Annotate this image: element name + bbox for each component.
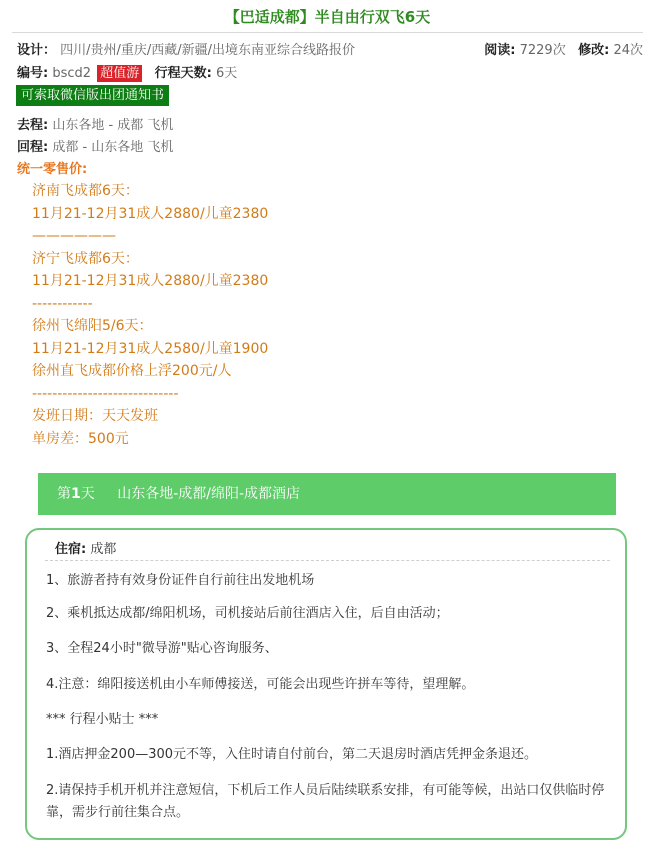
design-value[interactable]: 四川/贵州/重庆/西藏/新疆/出境东南亚综合线路报价 <box>60 43 356 58</box>
day-number <box>57 486 95 502</box>
accommodation <box>55 538 116 557</box>
day-suffix: 天 <box>80 486 95 502</box>
accommodation-value: 成都 <box>90 542 117 557</box>
return-row <box>17 136 643 155</box>
price-list <box>32 180 268 450</box>
price-line: 11月21-12月31成人2880/儿童2380 <box>32 205 269 222</box>
code-label: 编号: <box>17 66 49 81</box>
single-room-supplement: 单房差：500元 <box>32 430 129 447</box>
design-row <box>17 39 643 58</box>
title-text: 半自由行双飞6天 <box>314 8 431 26</box>
price-separator: —————— <box>32 228 116 244</box>
return-label: 回程: <box>17 140 49 155</box>
tip-item: 1.酒店押金200—300元不等，入住时请自付前台，第二天退房时酒店凭押金条退还。 <box>46 747 538 762</box>
day-route: 山东各地-成都/绵阳-成都酒店 <box>117 486 301 502</box>
modify-count: 24次 <box>613 43 643 58</box>
tip-item: 2.请保持手机开机并注意短信，下机后工作人员后陆续联系安排，有可能等候，出站口仅供临时停靠，需步行前往集合点。 <box>46 783 605 820</box>
itinerary-item: 2、乘机抵达成都/绵阳机场，司机接站后前往酒店入住，后自由活动； <box>46 606 449 621</box>
code-value: bscd2 <box>52 66 92 81</box>
price-line: 11月21-12月31成人2580/儿童1900 <box>32 340 269 357</box>
title-tag: 巴适成都 <box>239 8 300 26</box>
return-value: 成都 - 山东各地 飞机 <box>52 140 174 155</box>
title-bracket-close: 】 <box>299 8 315 26</box>
price-separator: ----------------------------- <box>32 385 179 402</box>
outbound-label: 去程: <box>17 118 49 133</box>
price-separator: ------------ <box>32 295 93 312</box>
outbound-row <box>17 114 643 133</box>
day-header <box>38 473 616 515</box>
modify-label: 修改: <box>578 43 610 58</box>
title-bracket-open: 【 <box>224 8 240 26</box>
read-label: 阅读: <box>484 43 516 58</box>
outbound-value: 山东各地 - 成都 飞机 <box>52 118 174 133</box>
days-label: 行程天数: <box>154 66 212 81</box>
design-label: 设计： <box>17 43 57 58</box>
stats <box>484 39 643 58</box>
price-line: 济宁飞成都6天： <box>32 250 139 267</box>
price-line: 11月21-12月31成人2880/儿童2380 <box>32 273 269 289</box>
day-index: 1 <box>71 486 81 502</box>
price-line: 济南飞成都6天： <box>32 183 139 199</box>
title-divider <box>12 32 643 33</box>
retail-price-label: 统一零售价: <box>17 162 88 177</box>
day-prefix: 第 <box>57 486 71 502</box>
code-row <box>17 62 643 81</box>
page-title <box>0 6 655 27</box>
tips-heading: *** 行程小贴士 *** <box>46 712 159 727</box>
price-line: 徐州飞绵阳5/6天： <box>32 318 153 334</box>
read-count: 7229次 <box>519 43 566 58</box>
itinerary-item: 1、旅游者持有效身份证件自行前往出发地机场 <box>46 573 315 588</box>
accommodation-label: 住宿: <box>55 542 87 557</box>
days-value: 6天 <box>215 66 238 81</box>
itinerary-item: 4.注意：绵阳接送机由小车师傅接送，可能会出现些许拼车等待，望理解。 <box>46 677 475 692</box>
price-line: 徐州直飞成都价格上浮200元/人 <box>32 363 232 379</box>
itinerary-item: 3、全程24小时"微导游"贴心咨询服务、 <box>46 641 278 656</box>
value-tour-badge: 超值游 <box>97 65 142 82</box>
day-detail-card <box>25 528 627 840</box>
accommodation-divider <box>45 560 610 561</box>
wechat-notice-button[interactable]: 可索取微信版出团通知书 <box>16 85 169 106</box>
departure-dates: 发班日期：天天发班 <box>32 408 158 424</box>
